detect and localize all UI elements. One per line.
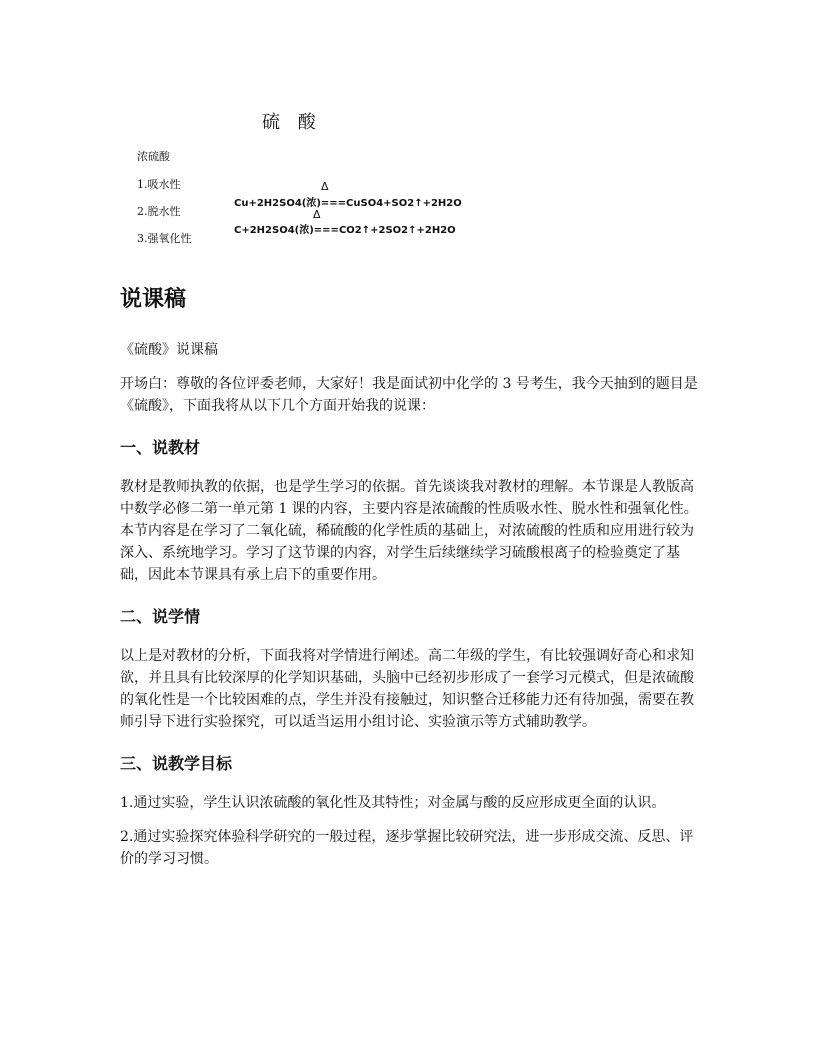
property-item: 1.吸水性 [137,178,181,191]
equation-copper: Cu+2H2SO4(浓)===CuSO4+SO2↑+2H2O [234,198,462,209]
section-heading: 二、说学情 [120,607,201,626]
equation-carbon: C+2H2SO4(浓)===CO2↑+2SO2↑+2H2O [234,225,456,236]
figure-subtitle: 浓硫酸 [137,150,170,163]
section-paragraph: 2.通过实验探究体验科学研究的一般过程，逐步掌握比较研究法，进一步形成交流、反思、评价的学习习惯。 [120,829,694,867]
document-title: 说课稿 [120,287,187,312]
section-paragraph: 1.通过实验，学生认识浓硫酸的氧化性及其特性；对金属与酸的反应形成更全面的认识。 [120,795,666,811]
intro-paragraph: 开场白：尊敬的各位评委老师，大家好！我是面试初中化学的 3 号考生，我今天抽到的题目是《硫酸》，下面我将从以下几个方面开始我的说课： [120,376,698,414]
property-item: 2.脱水性 [137,205,181,218]
section-heading: 三、说教学目标 [120,754,233,773]
section-paragraph: 教材是教师执教的依据，也是学生学习的依据。首先谈谈我对教材的理解。本节课是人教版高中数学必修二第一单元第 1 课的内容，主要内容是浓硫酸的性质吸水性、脱水性和强氧化性。本节内容是在学习了二氧化硫，稀硫酸的化学性质的基础上，对浓硫酸的性质和应用进行较为深入、系统地学习。学习了这节课的内容，对学生后续继续学习硫酸根离子的检验奠定了基础，因此本节课具有承上启下的重要作用。 [120,479,698,583]
heat-triangle-icon: Δ [321,180,329,193]
heat-triangle-icon: Δ [313,208,321,221]
property-item: 3.强氧化性 [137,232,192,245]
document-body [120,282,700,882]
sulfuric-acid-figure [0,0,816,260]
document-subtitle: 《硫酸》说课稿 [120,342,218,358]
section-heading: 一、说教材 [120,438,201,457]
figure-title: 硫 酸 [262,112,322,133]
section-paragraph: 以上是对教材的分析，下面我将对学情进行阐述。高二年级的学生，有比较强调好奇心和求知欲，并且具有比较深厚的化学知识基础，头脑中已经初步形成了一套学习元模式，但是浓硫酸的氧化性是一个比较困难的点，学生并没有接触过，知识整合迁移能力还有待加强，需要在教师引导下进行实验探究，可以适当运用小组讨论、实验演示等方式辅助教学。 [120,648,694,730]
